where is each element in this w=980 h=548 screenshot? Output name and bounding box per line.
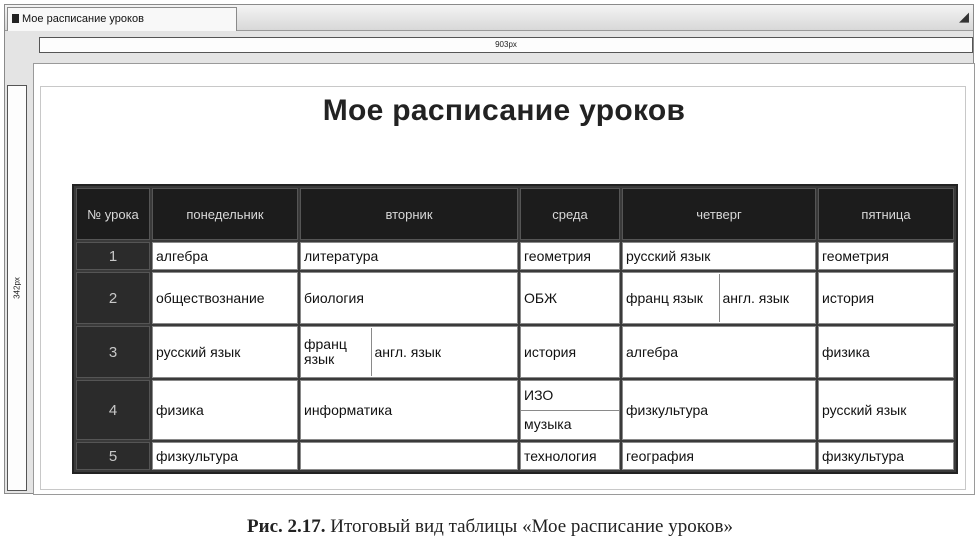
table-cell: геометрия (520, 242, 620, 270)
table-cell: биология (300, 272, 518, 324)
split-cell-table (521, 382, 619, 438)
width-indicator (39, 37, 973, 53)
split-cell-row (301, 328, 517, 376)
table-cell: технология (520, 442, 620, 470)
header-tuesday: вторник (300, 188, 518, 240)
table-row (76, 442, 954, 470)
table-cell (300, 442, 518, 470)
figure-caption (0, 516, 980, 538)
split-cell (300, 326, 518, 378)
split-cell (520, 380, 620, 440)
table-cell: англ. язык (371, 328, 517, 376)
table-row (76, 326, 954, 378)
table-cell: алгебра (622, 326, 816, 378)
table-cell: физкультура (622, 380, 816, 440)
table-row (76, 242, 954, 270)
document-tab-title: Мое расписание уроков (22, 13, 144, 25)
height-indicator (7, 85, 27, 491)
header-thursday: четверг (622, 188, 816, 240)
document-icon (12, 14, 19, 23)
table-cell: история (520, 326, 620, 378)
split-cell-table (623, 274, 815, 322)
header-monday: понедельник (152, 188, 298, 240)
table-cell: ОБЖ (520, 272, 620, 324)
lesson-number: 3 (76, 326, 150, 378)
lesson-number: 1 (76, 242, 150, 270)
figure-caption-label: Рис. 2.17. (247, 516, 326, 537)
header-friday: пятница (818, 188, 954, 240)
table-cell: геометрия (818, 242, 954, 270)
split-cell-table (301, 328, 517, 376)
table-cell: физкультура (152, 442, 298, 470)
table-row (76, 380, 954, 440)
split-cell-row (623, 274, 815, 322)
table-cell: география (622, 442, 816, 470)
height-indicator-label: 342px (12, 277, 22, 299)
table-cell: русский язык (622, 242, 816, 270)
header-lesson-number: № урока (76, 188, 150, 240)
table-cell: англ. язык (719, 274, 815, 322)
lesson-number: 2 (76, 272, 150, 324)
document-tab[interactable] (7, 7, 237, 31)
table-row (76, 272, 954, 324)
split-cell-row (521, 382, 619, 410)
table-cell: русский язык (818, 380, 954, 440)
split-cell-row (521, 410, 619, 438)
table-cell: физика (152, 380, 298, 440)
table-cell: франц язык (623, 274, 719, 322)
resize-grip-icon[interactable]: ◢ (959, 9, 969, 24)
table-cell: физкультура (818, 442, 954, 470)
table-cell: музыка (521, 410, 619, 438)
table-cell: информатика (300, 380, 518, 440)
table-cell: ИЗО (521, 382, 619, 410)
table-cell: физика (818, 326, 954, 378)
browser-window (4, 4, 974, 494)
table-cell: франц язык (301, 328, 371, 376)
title-bar (5, 5, 973, 31)
figure-caption-text: Итоговый вид таблицы «Мое расписание уроков» (330, 516, 733, 537)
schedule-table (72, 184, 958, 474)
header-row (76, 188, 954, 240)
table-cell: литература (300, 242, 518, 270)
table-cell: обществознание (152, 272, 298, 324)
page-title: Мое расписание уроков (322, 94, 686, 127)
table-cell: алгебра (152, 242, 298, 270)
lesson-number: 5 (76, 442, 150, 470)
table-cell: русский язык (152, 326, 298, 378)
width-indicator-label: 903px (495, 40, 517, 49)
page-content (33, 63, 975, 495)
table-cell: история (818, 272, 954, 324)
header-wednesday: среда (520, 188, 620, 240)
lesson-number: 4 (76, 380, 150, 440)
split-cell (622, 272, 816, 324)
